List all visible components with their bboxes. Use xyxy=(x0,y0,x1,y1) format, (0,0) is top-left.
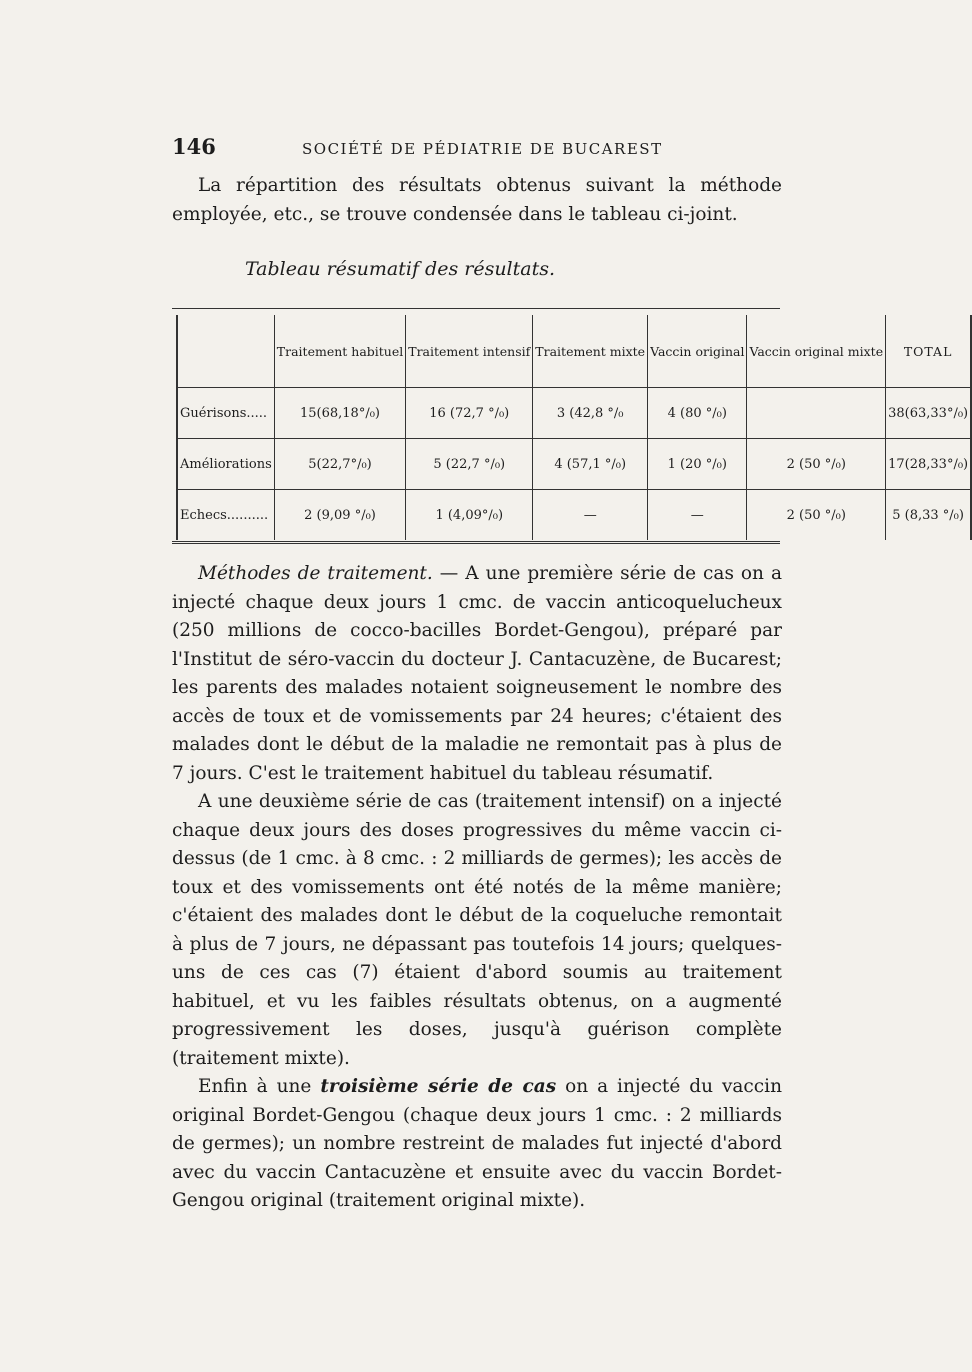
table-cell xyxy=(747,388,886,439)
methods-paragraph-1 xyxy=(172,560,782,788)
table-cell: 1 (4,09°/₀) xyxy=(406,490,533,541)
row-label: Echecs.......... xyxy=(177,490,274,541)
intro-paragraph xyxy=(172,172,782,229)
table-cell: 2 (9,09 °/₀) xyxy=(274,490,405,541)
table-row xyxy=(177,388,971,439)
methods-paragraph-2: A une deuxième série de cas (traitement intensif) on a injecté chaque deux jours des doses progressives du même vaccin ci-dessus (de 1 cmc. à 8 cmc. : 2 milliards de germes); les accès de toux et des vomissements ont été notés de la même manière; c'étaient des malades dont le début de la coqueluche remontait à plus de 7 jours, ne dépassant pas toutefois 14 jours; quelques-uns de ces cas (7) étaient d'abord soumis au traitement habituel, et vu les faibles résultats obtenus, on a augmenté progressivement les doses, jusqu'à guérison complète (traitement mixte). xyxy=(172,791,782,1069)
header-cell-total: TOTAL xyxy=(886,315,972,388)
table-cell: 17(28,33°/₀) xyxy=(886,439,972,490)
header-cell-intensif: Traitement intensif xyxy=(406,315,533,388)
header-cell-mixte: Traitement mixte xyxy=(533,315,648,388)
page-number: 146 xyxy=(172,134,216,159)
header-cell-vaccin-original: Vaccin original xyxy=(648,315,747,388)
table-cell: 2 (50 °/₀) xyxy=(747,439,886,490)
methods-paragraph-3-emphasis: troisième série de cas xyxy=(320,1076,557,1097)
methods-paragraph-1-text: — A une première série de cas on a injecté chaque deux jours 1 cmc. de vaccin anticoquelucheux (250 millions de cocco-bacilles Bordet-Gengou), préparé par l'Institut de séro-vaccin du docteur J. Cantacuzène, de Bucarest; les parents des malades notaient soigneusement le nombre des accès de toux et de vomissements par 24 heures; c'étaient des malades dont le début de la maladie ne remontait pas à plus de 7 jours. C'est le traitement habituel du tableau résumatif. xyxy=(172,563,782,784)
table-row xyxy=(177,490,971,541)
row-label: Améliorations xyxy=(177,439,274,490)
table-cell: — xyxy=(533,490,648,541)
results-table xyxy=(176,315,972,540)
header-cell-habituel: Traitement habituel xyxy=(274,315,405,388)
header-cell-empty xyxy=(177,315,274,388)
running-head: SOCIÉTÉ DE PÉDIATRIE DE BUCAREST xyxy=(302,140,663,158)
row-label: Guérisons..... xyxy=(177,388,274,439)
table-title: Tableau résumatif des résultats. xyxy=(244,258,556,280)
table-cell: 3 (42,8 °/₀ xyxy=(533,388,648,439)
methods-paragraph-3-start: Enfin à une xyxy=(198,1076,321,1097)
page-header xyxy=(172,134,780,159)
methods-paragraph-3 xyxy=(172,1073,782,1216)
table-cell: 5(22,7°/₀) xyxy=(274,439,405,490)
table-cell: 2 (50 °/₀) xyxy=(747,490,886,541)
table-cell: 5 (22,7 °/₀) xyxy=(406,439,533,490)
header-cell-vaccin-original-mixte: Vaccin original mixte xyxy=(747,315,886,388)
table-cell: 4 (80 °/₀) xyxy=(648,388,747,439)
table-cell: 1 (20 °/₀) xyxy=(648,439,747,490)
table-header-row xyxy=(177,315,971,388)
table-cell: 4 (57,1 °/₀) xyxy=(533,439,648,490)
table-cell: 38(63,33°/₀) xyxy=(886,388,972,439)
table-cell: 5 (8,33 °/₀) xyxy=(886,490,972,541)
table-cell: 16 (72,7 °/₀) xyxy=(406,388,533,439)
methods-heading: Méthodes de traitement. xyxy=(198,563,433,584)
results-table-frame xyxy=(172,308,969,544)
table-row xyxy=(177,439,971,490)
table-cell: 15(68,18°/₀) xyxy=(274,388,405,439)
methods-paragraph-3-rest: on a injecté du vaccin original Bordet-Gengou (chaque deux jours 1 cmc. : 2 milliards de germes); un nombre restreint de malades fut injecté d'abord avec du vaccin Cantacuzène et ensuite avec du vaccin Bordet-Gengou original (traitement original mixte). xyxy=(172,1076,782,1211)
intro-text: La répartition des résultats obtenus suivant la méthode employée, etc., se trouve condensée dans le tableau ci-joint. xyxy=(172,175,782,225)
table-cell: — xyxy=(648,490,747,541)
methods-section xyxy=(172,560,782,1216)
